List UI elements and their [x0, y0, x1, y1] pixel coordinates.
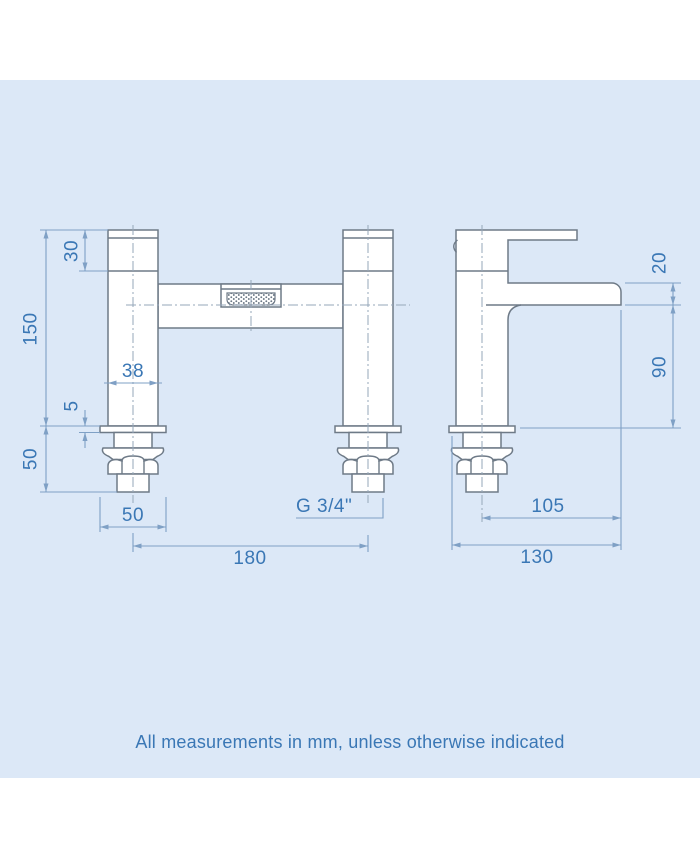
dim-spout-thickness: 20: [649, 251, 671, 275]
dim-cap-height: 30: [61, 239, 83, 263]
dim-overall-height: 150: [20, 312, 42, 346]
measurement-note: All measurements in mm, unless otherwise indicated: [135, 732, 565, 752]
dim-plate-thickness: 5: [61, 400, 83, 412]
dim-base-width: 50: [121, 505, 145, 526]
dim-thread-size: G 3/4": [296, 496, 353, 517]
dim-spout-clearance: 90: [649, 355, 671, 379]
dim-tap-centres: 180: [233, 548, 267, 569]
dim-body-width: 38: [121, 361, 145, 382]
dim-overall-depth: 130: [520, 547, 554, 568]
dim-spout-reach: 105: [531, 496, 565, 517]
dim-below-deck: 50: [20, 447, 42, 471]
